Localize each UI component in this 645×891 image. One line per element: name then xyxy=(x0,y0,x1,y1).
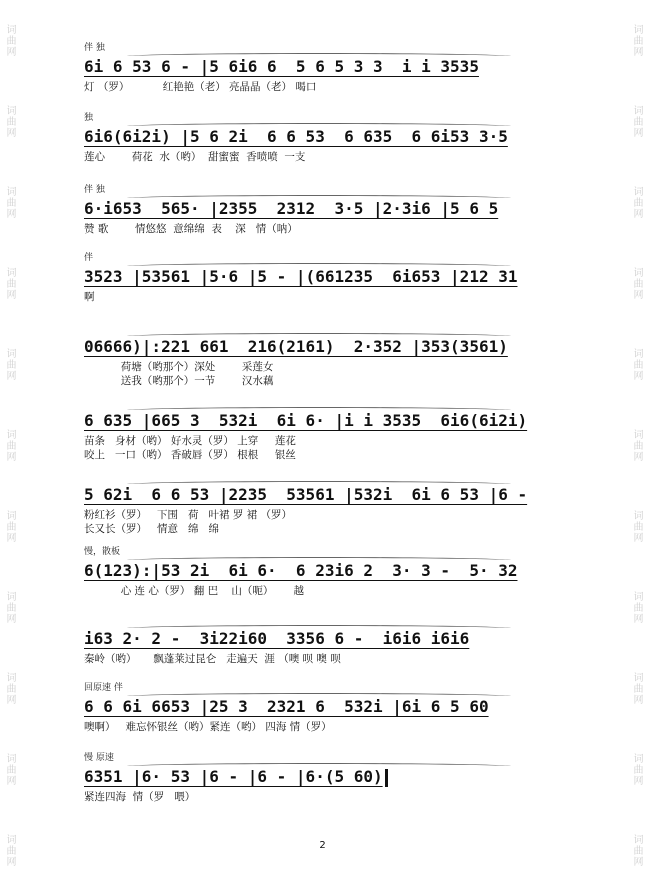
watermark-text: 词曲网 xyxy=(631,348,642,381)
score-system xyxy=(84,394,574,462)
watermark-text: 词曲网 xyxy=(4,24,15,57)
watermark-text: 词曲网 xyxy=(631,591,642,624)
lyric-line: 荷塘（哟那个）深处 采莲女 xyxy=(84,361,274,373)
performance-marks xyxy=(84,394,574,410)
lyric-line: 紧连四海 情（罗 喂） xyxy=(84,791,196,803)
jianpu-notes: 6i 6 53 6 - |5 6i6 6 5 6 5 3 3 i i 3535 xyxy=(84,57,479,76)
performance-marks: 独 xyxy=(84,110,574,126)
score-system xyxy=(84,320,574,388)
score-system xyxy=(84,468,574,536)
final-barline xyxy=(385,769,388,787)
jianpu-notes: i63 2· 2 - 3i22i60 3356 6 - i6i6 i6i6 xyxy=(84,629,470,648)
jianpu-notes: 6(123):|53 2i 6i 6· 6 23i6 2 3· 3 - 5· 32 xyxy=(84,561,518,580)
jianpu-notes: 6i6(6i2i) |5 6 2i 6 6 53 6 635 6 6i53 3·5 xyxy=(84,127,508,146)
watermark-text: 词曲网 xyxy=(4,510,15,543)
lyric-line: 灯 （罗） 红艳艳（老） 亮晶晶（老） 喝口 xyxy=(84,81,317,93)
performance-marks: 回原速 伴 xyxy=(84,680,574,696)
score-system xyxy=(84,250,574,304)
watermark-text: 词曲网 xyxy=(4,591,15,624)
performance-marks xyxy=(84,320,574,336)
score-system xyxy=(84,680,574,734)
lyric-line: 莲心 荷花 水（哟） 甜蜜蜜 香喷喷 一支 xyxy=(84,151,306,163)
jianpu-notes: 3523 |53561 |5·6 |5 - |(661235 6i653 |212 31 xyxy=(84,267,518,286)
watermark-text: 词曲网 xyxy=(4,105,15,138)
watermark-text: 词曲网 xyxy=(4,267,15,300)
performance-marks: 伴 xyxy=(84,250,574,266)
watermark-text: 词曲网 xyxy=(631,186,642,219)
performance-marks xyxy=(84,468,574,484)
lyric-line: 啊 xyxy=(84,291,95,303)
score-system xyxy=(84,612,574,666)
score-system xyxy=(84,40,574,94)
watermark-text: 词曲网 xyxy=(4,429,15,462)
jianpu-notes: 6 6 6i 6653 |25 3 2321 6 532i |6i 6 5 60 xyxy=(84,697,489,716)
watermark-text: 词曲网 xyxy=(4,834,15,867)
page-number: 2 xyxy=(319,840,326,851)
score-system xyxy=(84,182,574,236)
watermark-text: 词曲网 xyxy=(631,510,642,543)
watermark-text: 词曲网 xyxy=(631,672,642,705)
watermark-right xyxy=(629,0,643,891)
performance-marks: 慢，散板 xyxy=(84,544,574,560)
lyric-line: 秦岭（哟） 飘蓬莱过昆仑 走遍天 涯 （噢 呗 噢 呗 xyxy=(84,653,341,665)
watermark-left xyxy=(2,0,16,891)
jianpu-notes: 6351 |6· 53 |6 - |6 - |6·(5 60) xyxy=(84,766,574,790)
lyric-line: 心 连 心（罗） 翻 巴 山（呃） 越 xyxy=(84,585,304,597)
score-system xyxy=(84,110,574,164)
watermark-text: 词曲网 xyxy=(4,672,15,705)
jianpu-notes: 06666)|:221 661 216(2161) 2·352 |353(3561) xyxy=(84,337,508,356)
performance-marks: 慢 原速 xyxy=(84,750,574,766)
lyric-line: 粉红衫（罗） 下围 荷 叶裙 罗 裙 （罗） xyxy=(84,509,293,521)
watermark-text: 词曲网 xyxy=(631,429,642,462)
lyric-line: 苗条 身材（哟） 好水灵（罗） 上穿 莲花 xyxy=(84,435,296,447)
watermark-text: 词曲网 xyxy=(4,753,15,786)
score-system xyxy=(84,750,574,804)
watermark-text: 词曲网 xyxy=(631,753,642,786)
jianpu-notes: 5 62i 6 6 53 |2235 53561 |532i 6i 6 53 |6 - xyxy=(84,485,528,504)
lyric-line: 送我（哟那个）一节 汉水藕 xyxy=(84,375,274,387)
watermark-text: 词曲网 xyxy=(631,267,642,300)
performance-marks: 伴 独 xyxy=(84,40,574,56)
watermark-text: 词曲网 xyxy=(4,186,15,219)
performance-marks xyxy=(84,612,574,628)
jianpu-notes: 6·i653 565· |2355 2312 3·5 |2·3i6 |5 6 5 xyxy=(84,199,499,218)
lyric-line: 噢啊） 难忘怀银丝（哟）紧连（哟） 四海 情（罗） xyxy=(84,721,332,733)
score-system xyxy=(84,544,574,598)
watermark-text: 词曲网 xyxy=(631,24,642,57)
watermark-text: 词曲网 xyxy=(631,105,642,138)
watermark-text: 词曲网 xyxy=(4,348,15,381)
performance-marks: 伴 独 xyxy=(84,182,574,198)
lyric-line: 赞 歌 情悠悠 意绵绵 表 深 情（呐） xyxy=(84,223,298,235)
jianpu-notes: 6 635 |665 3 532i 6i 6· |i i 3535 6i6(6i2i) xyxy=(84,411,528,430)
lyric-line: 咬上 一口（哟） 香破唇（罗） 根根 银丝 xyxy=(84,449,296,461)
watermark-text: 词曲网 xyxy=(631,834,642,867)
lyric-line: 长又长（罗） 情意 绵 绵 xyxy=(84,523,220,535)
